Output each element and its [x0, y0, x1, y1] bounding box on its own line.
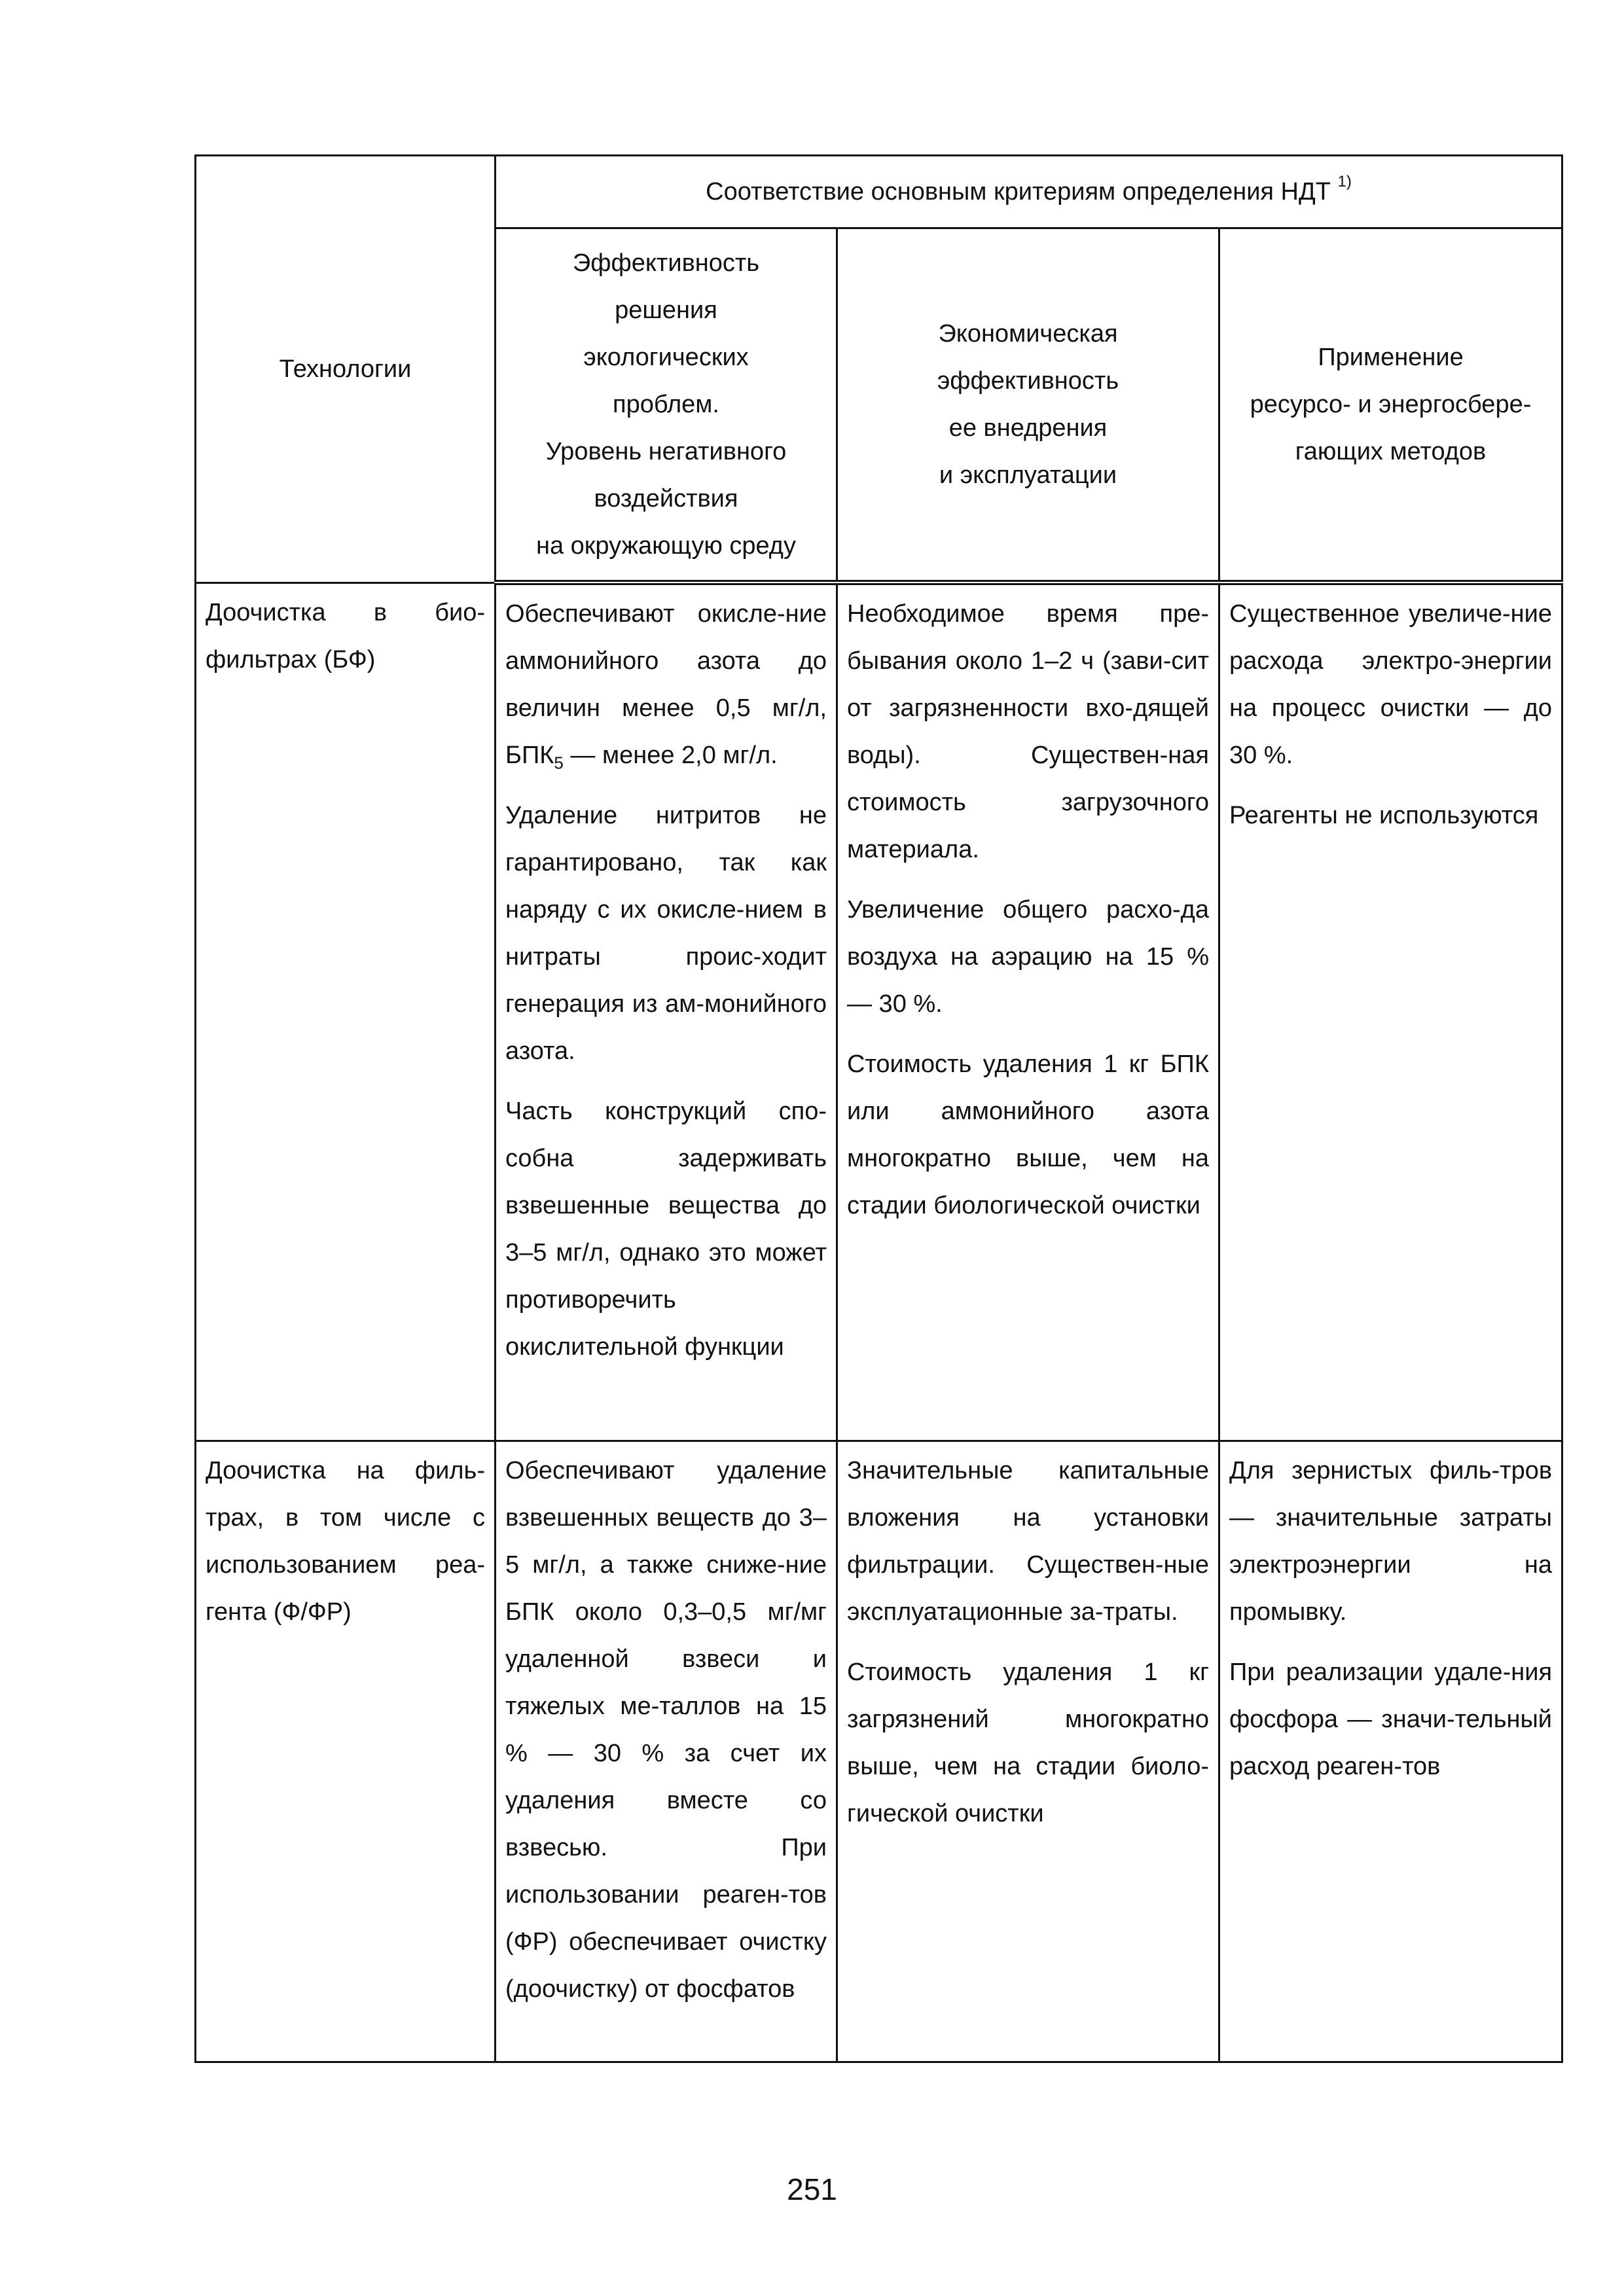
- ndt-criteria-table: [194, 154, 1563, 2063]
- resource-text: При реализации удале-ния фосфора — значи-тельный расход реаген-тов: [1229, 1659, 1553, 1780]
- header-effectiveness-line: проблем.: [613, 391, 719, 418]
- economic-cell: [837, 1441, 1219, 2062]
- page-number: 251: [787, 2172, 837, 2206]
- header-resource-line: ресурсо- и энергосбере-: [1250, 391, 1532, 418]
- header-economic-line: и эксплуатации: [939, 461, 1117, 489]
- header-effectiveness-line: решения: [615, 296, 717, 324]
- resource-text: Для зернистых филь-тров — значительные затраты электроэнергии на промывку.: [1229, 1457, 1553, 1626]
- effectiveness-text-part: — менее 2,0 мг/л.: [563, 742, 778, 769]
- effectiveness-text-part: Обеспечивают окисле-ние аммонийного азота до величин менее 0,5 мг/л, БПК: [505, 600, 827, 769]
- header-effectiveness: [496, 228, 837, 583]
- technology-name: Доочистка на филь-трах, в том числе с использованием реа-гента (Ф/ФР): [206, 1457, 485, 1626]
- header-technologies-label: Технологии: [279, 355, 412, 383]
- resource-cell: [1219, 1441, 1562, 2062]
- header-resource: [1219, 228, 1562, 583]
- bpk-subscript: 5: [554, 753, 564, 773]
- header-criteria: [496, 156, 1562, 228]
- header-economic-line: ее внедрения: [948, 414, 1108, 442]
- economic-text: Стоимость удаления 1 кг загрязнений многократно выше, чем на стадии биоло-гической очистки: [847, 1659, 1209, 1827]
- header-economic-line: Экономическая: [938, 320, 1118, 348]
- header-criteria-footnote: 1): [1337, 173, 1352, 191]
- table-row: [196, 1441, 1562, 2062]
- resource-cell: [1219, 583, 1562, 1441]
- header-effectiveness-line: на окружающую среду: [536, 532, 796, 560]
- header-technologies: [196, 156, 496, 583]
- header-economic-line: эффективность: [937, 367, 1119, 395]
- effectiveness-cell: [496, 1441, 837, 2062]
- technology-cell: [196, 1441, 496, 2062]
- header-row-top: [196, 156, 1562, 228]
- effectiveness-cell: [496, 583, 837, 1441]
- effectiveness-text: Часть конструкций спо-собна задерживать взвешенные вещества до 3–5 мг/л, однако это может противоречить окислительной функции: [505, 1098, 827, 1361]
- header-economic: [837, 228, 1219, 583]
- header-criteria-title: Соответствие основным критериям определения НДТ: [706, 178, 1331, 206]
- economic-cell: [837, 583, 1219, 1441]
- economic-text: Необходимое время пре-бывания около 1–2 ч (зави-сит от загрязненности вхо-дящей воды). Существен-ная стоимость загрузочного материала.: [847, 600, 1209, 863]
- resource-text: Существенное увеличе-ние расхода электро-энергии на процесс очистки — до 30 %.: [1229, 600, 1553, 769]
- technology-cell: [196, 583, 496, 1441]
- economic-text: Стоимость удаления 1 кг БПК или аммонийного азота многократно выше, чем на стадии биологической очистки: [847, 1050, 1209, 1219]
- effectiveness-text: Удаление нитритов не гарантировано, так как наряду с их окисле-нием в нитраты проис-ходит генерация из ам-монийного азота.: [505, 802, 827, 1065]
- header-effectiveness-line: Эффективность: [572, 249, 760, 277]
- table-row: [196, 583, 1562, 1441]
- effectiveness-text: [505, 590, 827, 779]
- economic-text: Увеличение общего расхо-да воздуха на аэрацию на 15 % — 30 %.: [847, 896, 1209, 1018]
- technology-name: Доочистка в био-фильтрах (БФ): [206, 598, 485, 673]
- header-resource-line: гающих методов: [1295, 438, 1487, 465]
- effectiveness-text: Обеспечивают удаление взвешенных веществ до 3–5 мг/л, а также сниже-ние БПК около 0,3–0,5 мг/мг удаленной взвеси и тяжелых ме-таллов на 15 % — 30 % за счет их удаления вместе со взвесью. При использовании реаген-тов (ФР) обеспечивает очистку (доочистку) от фосфатов: [505, 1457, 827, 2003]
- resource-text: Реагенты не используются: [1229, 802, 1539, 829]
- header-effectiveness-line: экологических: [583, 344, 749, 371]
- header-effectiveness-line: воздействия: [594, 485, 738, 512]
- header-effectiveness-line: Уровень негативного: [545, 438, 787, 465]
- economic-text: Значительные капитальные вложения на установки фильтрации. Существен-ные эксплуатационные за-траты.: [847, 1457, 1209, 1626]
- header-resource-line: Применение: [1318, 344, 1464, 371]
